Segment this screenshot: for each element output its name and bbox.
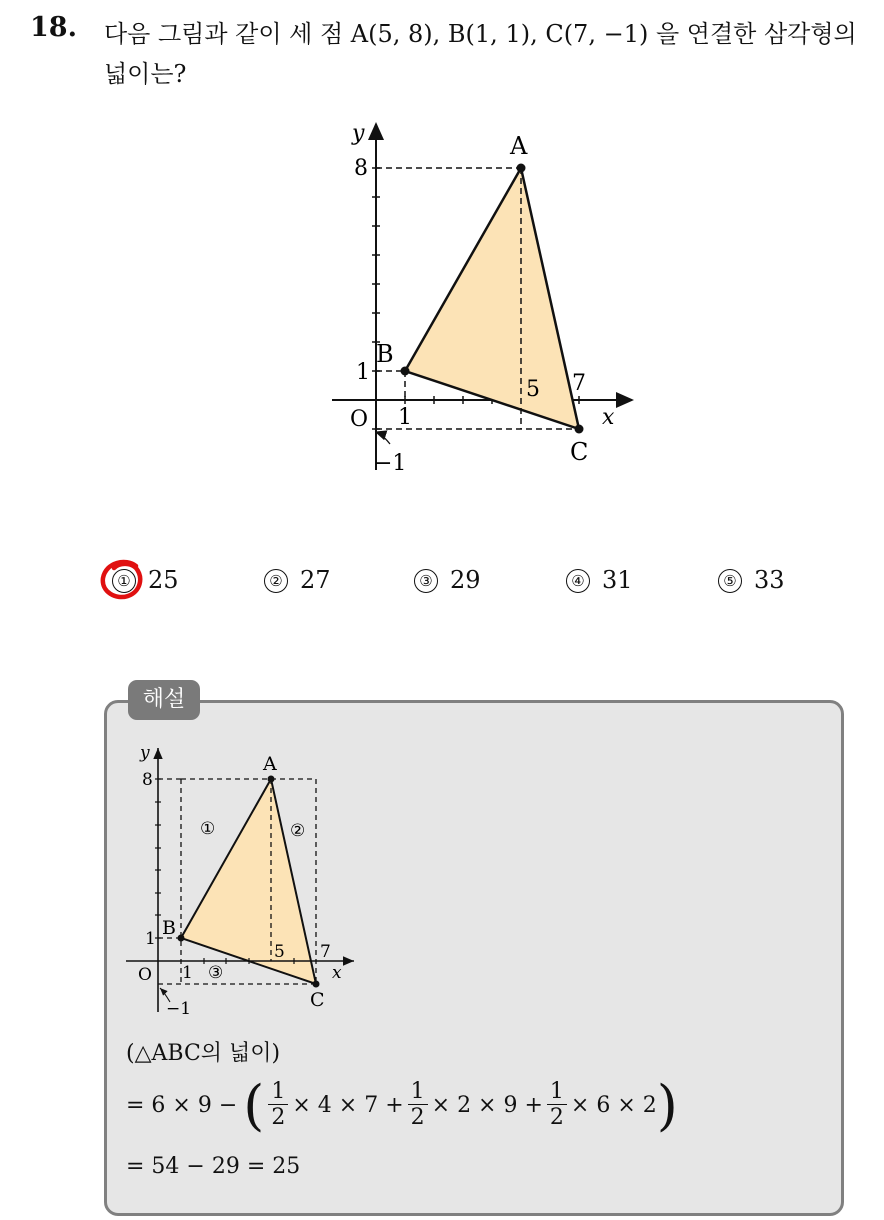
choice-number: ① (112, 569, 136, 593)
svg-text:A: A (263, 753, 277, 775)
x-tick-1: 1 (398, 405, 412, 430)
x-axis-label: x (602, 405, 615, 430)
choice-4[interactable] (566, 566, 633, 594)
point-c-label: C (570, 438, 589, 466)
point-b-label: B (376, 340, 394, 368)
svg-text:O: O (138, 965, 152, 985)
solution-line-3: = 54 − 29 = 25 (126, 1154, 301, 1179)
svg-text:−1: −1 (166, 999, 192, 1019)
solution-figure (118, 742, 368, 1022)
svg-text:B: B (162, 917, 176, 939)
solution-tab: 해설 (128, 680, 200, 720)
choice-value: 29 (450, 566, 481, 594)
choice-5[interactable] (718, 566, 785, 594)
choice-value: 27 (300, 566, 331, 594)
question-number: 18. (30, 12, 77, 43)
svg-text:5: 5 (274, 942, 285, 962)
y-axis-label: y (352, 121, 365, 146)
y-tick-minus1: −1 (374, 451, 407, 476)
svg-text:7: 7 (320, 942, 331, 962)
svg-text:C: C (310, 989, 325, 1011)
y-tick-1: 1 (356, 360, 370, 385)
region-1-label: ① (200, 819, 216, 839)
svg-text:x: x (332, 963, 342, 983)
choice-number: ② (264, 569, 288, 593)
svg-text:8: 8 (142, 770, 153, 790)
point-a-label: A (510, 132, 528, 160)
choice-value: 25 (148, 566, 179, 594)
choice-number: ⑤ (718, 569, 742, 593)
choice-value: 33 (754, 566, 785, 594)
solution-line-1: (△ABC의 넓이) (126, 1041, 281, 1066)
svg-text:y: y (140, 743, 150, 763)
choice-2[interactable] (264, 566, 331, 594)
svg-text:1: 1 (145, 929, 156, 949)
question-text: 다음 그림과 같이 세 점 A(5, 8), B(1, 1), C(7, −1) 을 연결한 삼각형의 넓이는? (104, 20, 857, 88)
solution-line-2: = 6 × 9 − ( $\frac{1}{2}$ × 4 × 7 + $\frac{1}{2}$ × 2 × 9 + $\frac{1}{2}$ × 6 × 2 ) (126, 1073, 678, 1137)
triangle-figure (318, 118, 648, 478)
choice-3[interactable] (414, 566, 481, 594)
svg-text:1: 1 (182, 963, 193, 983)
triangle-abc (405, 168, 579, 429)
origin-label: O (350, 407, 369, 432)
choice-number: ④ (566, 569, 590, 593)
x-tick-5: 5 (526, 377, 540, 402)
choice-number: ③ (414, 569, 438, 593)
region-2-label: ② (290, 821, 306, 841)
region-3-label: ③ (208, 963, 224, 983)
answer-mark-icon (98, 556, 150, 604)
x-tick-7: 7 (572, 371, 586, 396)
choice-value: 31 (602, 566, 633, 594)
y-tick-8: 8 (354, 156, 368, 181)
